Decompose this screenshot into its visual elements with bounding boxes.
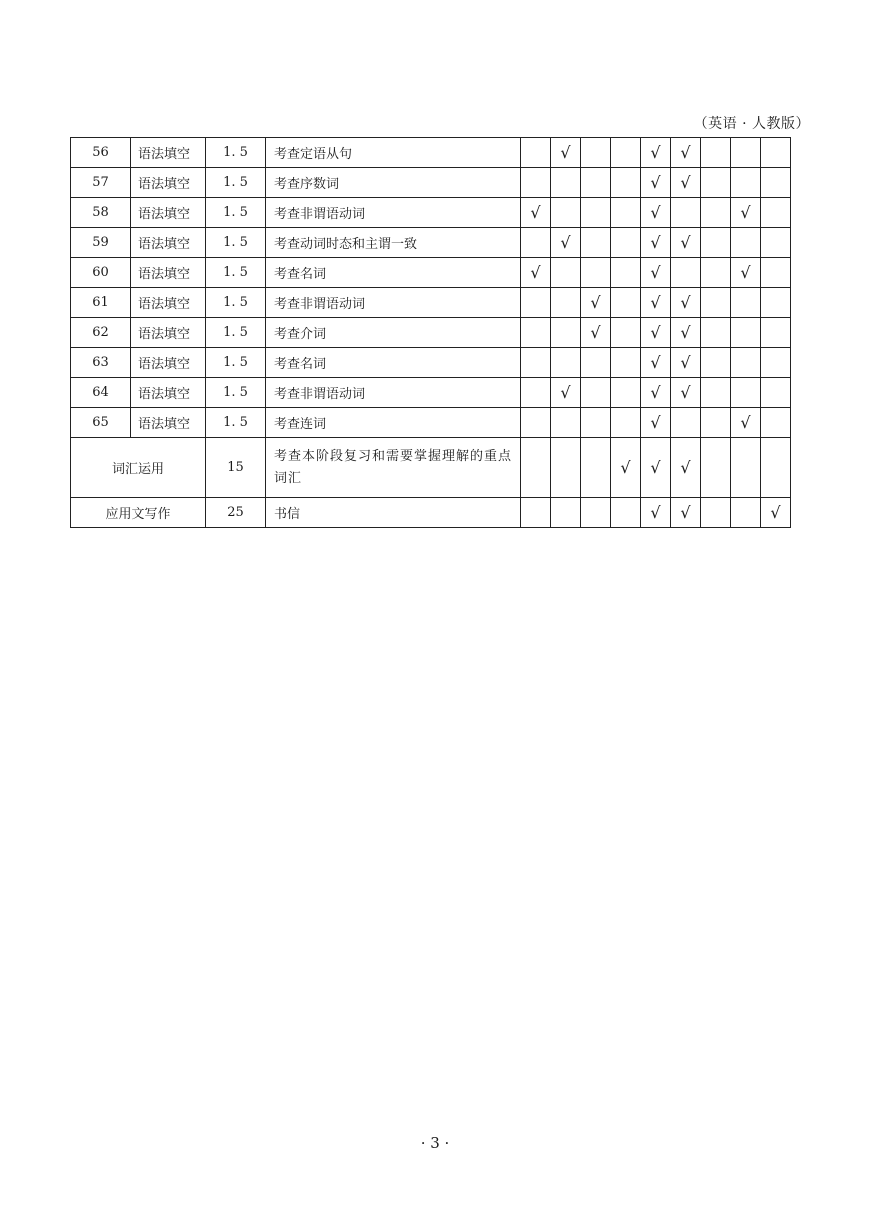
empty-cell: [731, 318, 761, 348]
check-mark-cell: √: [551, 138, 581, 168]
check-mark-cell: √: [671, 378, 701, 408]
empty-cell: [551, 168, 581, 198]
empty-cell: [611, 168, 641, 198]
section-score: 25: [206, 498, 266, 528]
empty-cell: [761, 138, 791, 168]
empty-cell: [581, 228, 611, 258]
check-mark-cell: √: [731, 198, 761, 228]
check-mark-cell: √: [641, 498, 671, 528]
section-content: 考查本阶段复习和需要掌握理解的重点词汇: [266, 438, 521, 498]
check-mark-cell: √: [671, 228, 701, 258]
check-mark-cell: √: [641, 288, 671, 318]
empty-cell: [521, 318, 551, 348]
empty-cell: [581, 138, 611, 168]
check-mark-cell: √: [611, 438, 641, 498]
question-type: 语法填空: [131, 408, 206, 438]
empty-cell: [611, 198, 641, 228]
check-mark-cell: √: [731, 408, 761, 438]
empty-cell: [731, 168, 761, 198]
question-content: 考查名词: [266, 258, 521, 288]
exam-spec-table: [70, 137, 791, 528]
table-row: [71, 198, 791, 228]
empty-cell: [701, 288, 731, 318]
empty-cell: [611, 378, 641, 408]
empty-cell: [701, 318, 731, 348]
section-content: 书信: [266, 498, 521, 528]
check-mark-cell: √: [761, 498, 791, 528]
question-number: 58: [71, 198, 131, 228]
empty-cell: [611, 498, 641, 528]
empty-cell: [551, 318, 581, 348]
question-score: 1. 5: [206, 198, 266, 228]
check-mark-cell: √: [641, 408, 671, 438]
empty-cell: [521, 498, 551, 528]
check-mark-cell: √: [671, 318, 701, 348]
check-mark-cell: √: [641, 318, 671, 348]
check-mark-cell: √: [641, 228, 671, 258]
check-mark-cell: √: [551, 228, 581, 258]
empty-cell: [581, 498, 611, 528]
empty-cell: [551, 498, 581, 528]
empty-cell: [761, 228, 791, 258]
empty-cell: [761, 438, 791, 498]
empty-cell: [521, 378, 551, 408]
question-type: 语法填空: [131, 378, 206, 408]
empty-cell: [761, 378, 791, 408]
empty-cell: [731, 288, 761, 318]
question-score: 1. 5: [206, 138, 266, 168]
empty-cell: [701, 378, 731, 408]
check-mark-cell: √: [581, 288, 611, 318]
question-number: 62: [71, 318, 131, 348]
question-type: 语法填空: [131, 228, 206, 258]
table-row: [71, 258, 791, 288]
summary-row: [71, 438, 791, 498]
question-content: 考查非谓语动词: [266, 288, 521, 318]
table-row: [71, 138, 791, 168]
empty-cell: [761, 408, 791, 438]
table-row: [71, 168, 791, 198]
question-score: 1. 5: [206, 378, 266, 408]
question-type: 语法填空: [131, 258, 206, 288]
question-content: 考查序数词: [266, 168, 521, 198]
empty-cell: [701, 198, 731, 228]
empty-cell: [551, 438, 581, 498]
empty-cell: [671, 408, 701, 438]
empty-cell: [731, 498, 761, 528]
empty-cell: [521, 348, 551, 378]
question-score: 1. 5: [206, 258, 266, 288]
empty-cell: [611, 408, 641, 438]
table-row: [71, 288, 791, 318]
empty-cell: [701, 138, 731, 168]
empty-cell: [611, 288, 641, 318]
summary-row: [71, 498, 791, 528]
question-score: 1. 5: [206, 318, 266, 348]
empty-cell: [701, 498, 731, 528]
check-mark-cell: √: [671, 138, 701, 168]
question-score: 1. 5: [206, 168, 266, 198]
question-score: 1. 5: [206, 288, 266, 318]
empty-cell: [611, 318, 641, 348]
page-number: · 3 ·: [420, 1134, 450, 1152]
empty-cell: [671, 258, 701, 288]
empty-cell: [521, 438, 551, 498]
question-score: 1. 5: [206, 408, 266, 438]
question-type: 语法填空: [131, 288, 206, 318]
question-number: 61: [71, 288, 131, 318]
question-number: 65: [71, 408, 131, 438]
empty-cell: [521, 168, 551, 198]
empty-cell: [581, 378, 611, 408]
question-content: 考查介词: [266, 318, 521, 348]
check-mark-cell: √: [581, 318, 611, 348]
empty-cell: [761, 168, 791, 198]
check-mark-cell: √: [641, 198, 671, 228]
check-mark-cell: √: [671, 168, 701, 198]
empty-cell: [521, 228, 551, 258]
empty-cell: [521, 138, 551, 168]
question-content: 考查名词: [266, 348, 521, 378]
empty-cell: [581, 438, 611, 498]
table-row: [71, 408, 791, 438]
empty-cell: [551, 258, 581, 288]
empty-cell: [581, 198, 611, 228]
question-type: 语法填空: [131, 198, 206, 228]
question-score: 1. 5: [206, 228, 266, 258]
empty-cell: [551, 198, 581, 228]
check-mark-cell: √: [641, 138, 671, 168]
check-mark-cell: √: [641, 168, 671, 198]
empty-cell: [551, 288, 581, 318]
empty-cell: [611, 228, 641, 258]
empty-cell: [521, 288, 551, 318]
table-row: [71, 228, 791, 258]
empty-cell: [761, 288, 791, 318]
question-content: 考查连词: [266, 408, 521, 438]
question-number: 57: [71, 168, 131, 198]
question-number: 64: [71, 378, 131, 408]
question-number: 63: [71, 348, 131, 378]
empty-cell: [581, 168, 611, 198]
check-mark-cell: √: [671, 438, 701, 498]
empty-cell: [551, 408, 581, 438]
empty-cell: [761, 348, 791, 378]
question-type: 语法填空: [131, 318, 206, 348]
question-content: 考查动词时态和主谓一致: [266, 228, 521, 258]
empty-cell: [581, 348, 611, 378]
empty-cell: [701, 438, 731, 498]
check-mark-cell: √: [731, 258, 761, 288]
check-mark-cell: √: [641, 438, 671, 498]
empty-cell: [551, 348, 581, 378]
question-type: 语法填空: [131, 138, 206, 168]
empty-cell: [671, 198, 701, 228]
section-label: 应用文写作: [71, 498, 206, 528]
question-number: 60: [71, 258, 131, 288]
empty-cell: [611, 348, 641, 378]
question-type: 语法填空: [131, 348, 206, 378]
empty-cell: [581, 408, 611, 438]
check-mark-cell: √: [521, 258, 551, 288]
question-content: 考查非谓语动词: [266, 198, 521, 228]
empty-cell: [731, 138, 761, 168]
empty-cell: [701, 228, 731, 258]
empty-cell: [701, 168, 731, 198]
check-mark-cell: √: [521, 198, 551, 228]
empty-cell: [761, 258, 791, 288]
empty-cell: [731, 228, 761, 258]
empty-cell: [701, 348, 731, 378]
empty-cell: [611, 258, 641, 288]
question-content: 考查定语从句: [266, 138, 521, 168]
question-score: 1. 5: [206, 348, 266, 378]
question-content: 考查非谓语动词: [266, 378, 521, 408]
empty-cell: [731, 348, 761, 378]
empty-cell: [581, 258, 611, 288]
empty-cell: [731, 378, 761, 408]
table-row: [71, 318, 791, 348]
check-mark-cell: √: [551, 378, 581, 408]
check-mark-cell: √: [671, 498, 701, 528]
empty-cell: [761, 198, 791, 228]
empty-cell: [731, 438, 761, 498]
section-label: 词汇运用: [71, 438, 206, 498]
check-mark-cell: √: [641, 348, 671, 378]
table-row: [71, 378, 791, 408]
check-mark-cell: √: [641, 378, 671, 408]
empty-cell: [761, 318, 791, 348]
empty-cell: [521, 408, 551, 438]
table-body: [71, 138, 791, 528]
section-score: 15: [206, 438, 266, 498]
check-mark-cell: √: [671, 288, 701, 318]
edition-note: （英语 · 人教版）: [693, 116, 810, 132]
table-row: [71, 348, 791, 378]
question-number: 56: [71, 138, 131, 168]
empty-cell: [611, 138, 641, 168]
question-type: 语法填空: [131, 168, 206, 198]
check-mark-cell: √: [671, 348, 701, 378]
empty-cell: [701, 258, 731, 288]
empty-cell: [701, 408, 731, 438]
check-mark-cell: √: [641, 258, 671, 288]
question-number: 59: [71, 228, 131, 258]
